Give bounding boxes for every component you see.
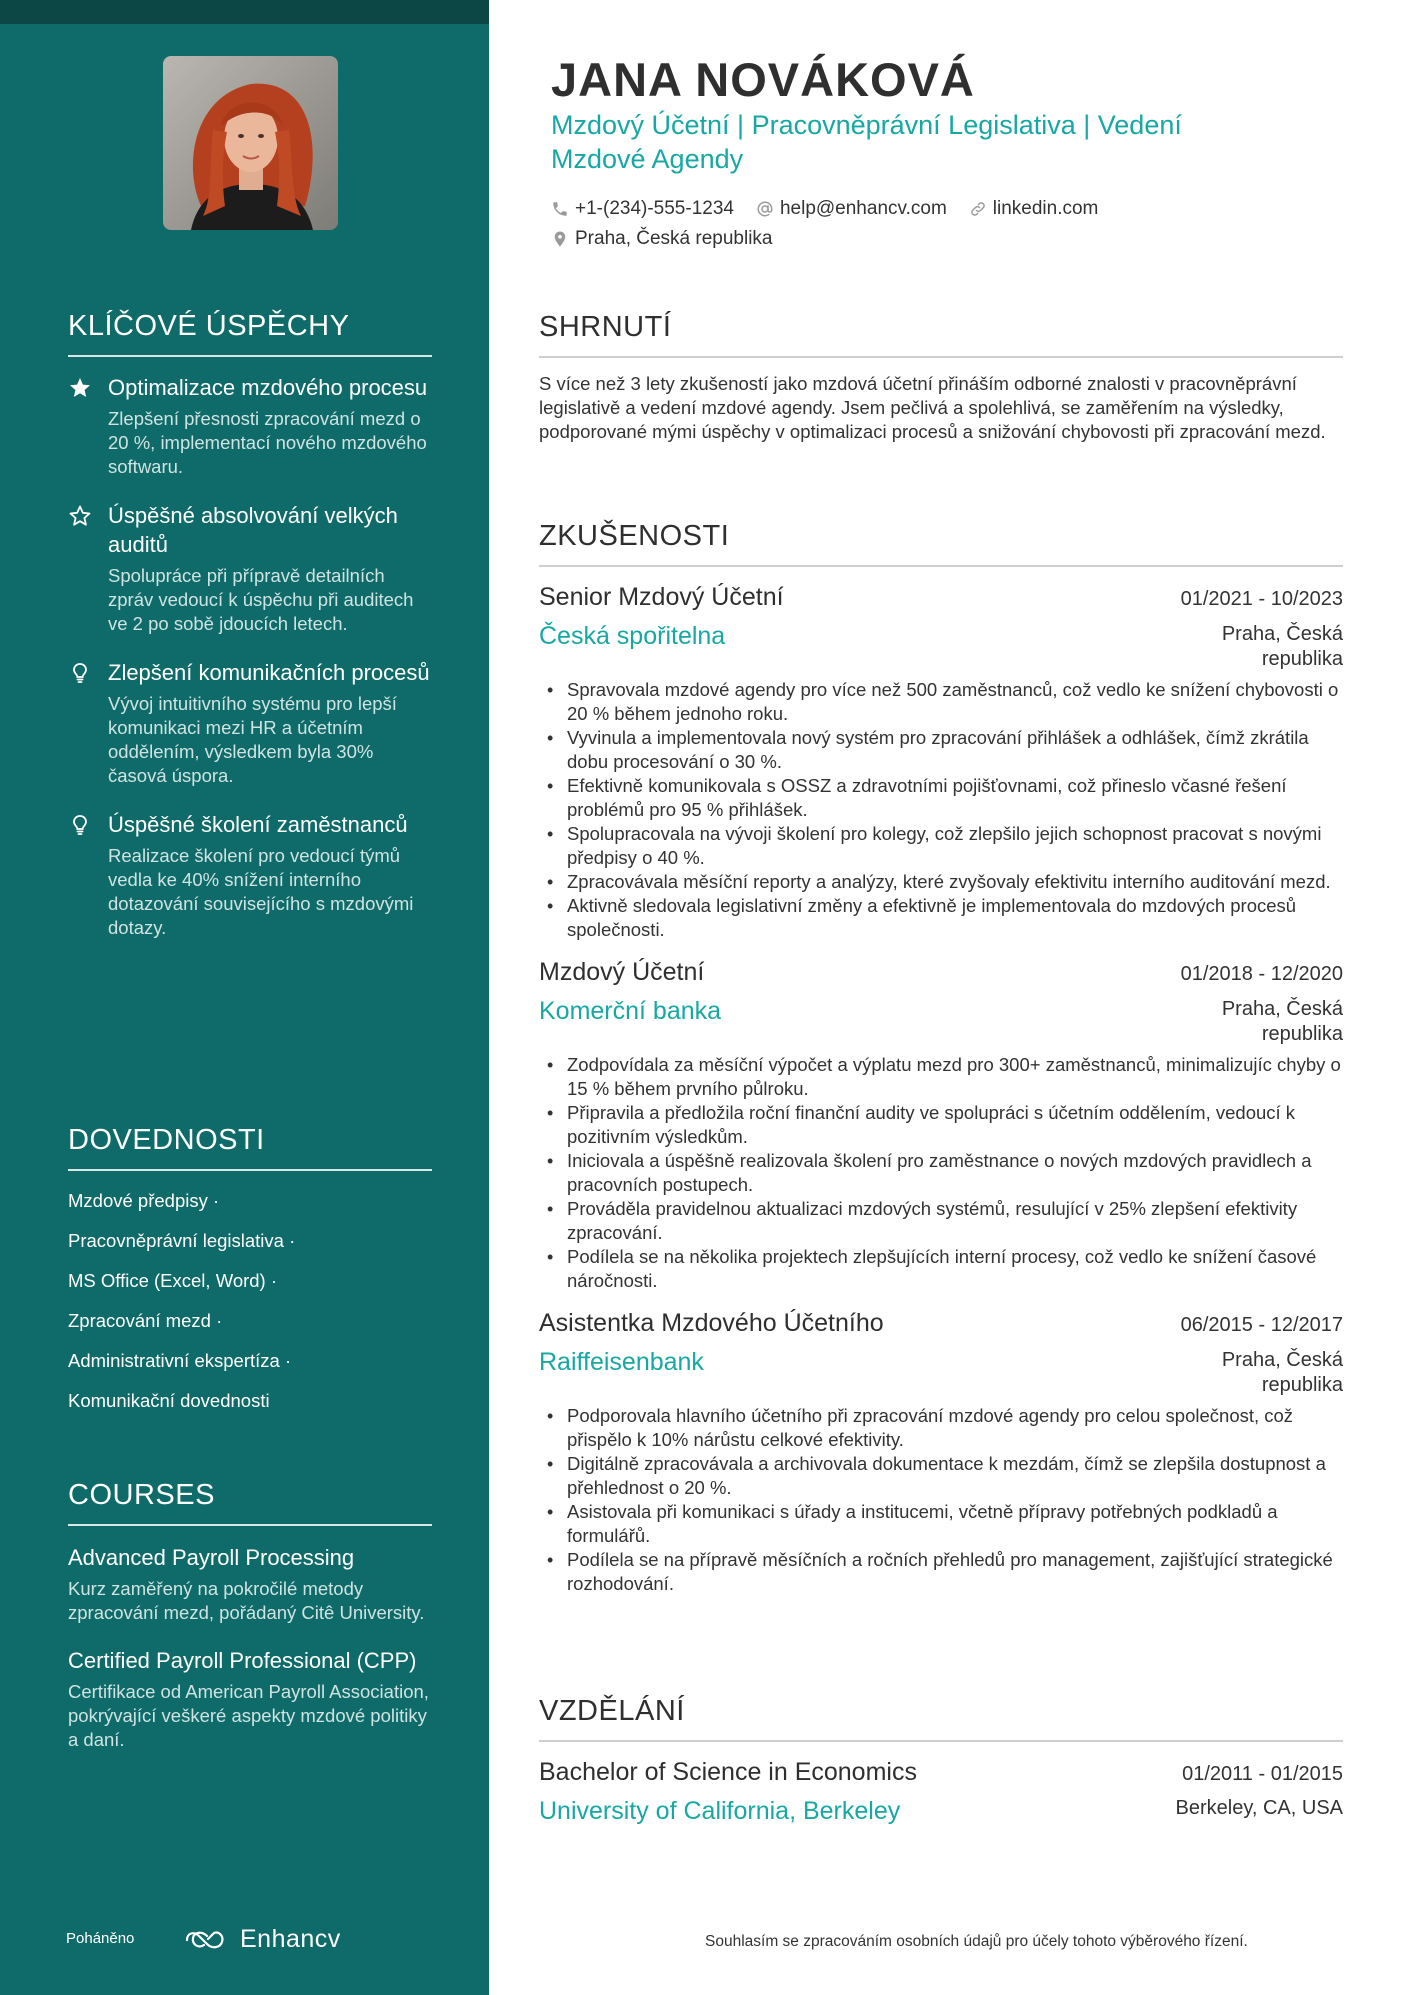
skill-item: Mzdové předpisy ·: [68, 1190, 220, 1211]
skill-item: Pracovněprávní legislativa ·: [68, 1230, 296, 1251]
lightbulb-icon: [68, 810, 108, 940]
powered-by-label: Poháněno: [66, 1930, 135, 1947]
linkedin-url: linkedin.com: [992, 198, 1099, 219]
at-sign-icon: [756, 200, 774, 218]
enhancv-logo[interactable]: [184, 1925, 341, 1954]
job-bullet: • Připravila a předložila roční finanční audity ve spolupráci s účetním oddělením, vedoucí k pozitivním výsledkům.: [539, 1101, 1343, 1149]
job-entry: [539, 583, 1343, 942]
job-entry: [539, 1309, 1343, 1596]
achievement-item: [68, 501, 432, 636]
achievement-title: Zlepšení komunikačních procesů: [108, 660, 430, 685]
achievement-item: [68, 658, 432, 788]
skill-item: MS Office (Excel, Word) ·: [68, 1270, 278, 1291]
job-title: Mzdový Účetní: [539, 958, 705, 986]
skills-list: [68, 1189, 432, 1413]
achievement-title: Optimalizace mzdového procesu: [108, 375, 428, 400]
education-degree: Bachelor of Science in Economics: [539, 1758, 917, 1786]
job-company: Komerční banka: [539, 997, 722, 1025]
job-date: 01/2021 - 10/2023: [1180, 588, 1343, 610]
job-bullet: • Zodpovídala za měsíční výpočet a výplatu mezd pro 300+ zaměstnanců, minimalizujíc chyby o 15 % během prvního půlroku.: [539, 1053, 1343, 1101]
lightbulb-icon: [68, 658, 108, 788]
education-school: University of California, Berkeley: [539, 1797, 901, 1825]
location-text: Praha, Česká republika: [575, 228, 773, 249]
location-contact: [551, 228, 773, 250]
achievement-title: Úspěšné školení zaměstnanců: [108, 812, 408, 837]
job-bullet: • Spravovala mzdové agendy pro více než 500 zaměstnanců, což vedlo ke snížení chybovosti o 20 % během jednoho roku.: [539, 678, 1343, 726]
job-bullet: • Iniciovala a úspěšně realizovala školení pro zaměstnance o nových mzdových pravidlech a pracovních postupech.: [539, 1149, 1343, 1197]
job-bullet: • Vyvinula a implementovala nový systém pro zpracování přihlášek a odhlášek, čímž zkrátila dobu procesování o 30 %.: [539, 726, 1343, 774]
achievement-description: Zlepšení přesnosti zpracování mezd o 20 %, implementací nového mzdového softwaru.: [108, 408, 427, 477]
sidebar: [0, 0, 489, 1995]
job-bullet: • Prováděla pravidelnou aktualizaci mzdových systémů, resulující v 25% zlepšení efektivity zpracování.: [539, 1197, 1343, 1245]
job-location: Praha, Česká republika: [1221, 1349, 1343, 1396]
enhancv-brand-name: Enhancv: [240, 1925, 341, 1953]
job-bullets: [539, 678, 1343, 942]
skills-title: DOVEDNOSTI: [68, 1124, 432, 1171]
email-address: help@enhancv.com: [779, 198, 947, 219]
job-bullets: [539, 1404, 1343, 1596]
star-outline-icon: [68, 501, 108, 636]
job-bullet: • Podílela se na několika projektech zlepšujících interní procesy, což vedlo ke snížení časové náročnosti.: [539, 1245, 1343, 1293]
skills-section: [68, 1124, 432, 1413]
achievement-item: [68, 373, 432, 479]
achievements-title: KLÍČOVÉ ÚSPĚCHY: [68, 310, 432, 357]
job-date: 01/2018 - 12/2020: [1180, 963, 1343, 985]
profile-photo: [163, 56, 338, 230]
courses-section: [68, 1479, 432, 1752]
course-title: Advanced Payroll Processing: [68, 1545, 355, 1570]
candidate-headline: Mzdový Účetní | Pracovněprávní Legislativa | Vedení Mzdové Agendy: [551, 110, 1182, 174]
course-description: Certifikace od American Payroll Association, pokrývající veškeré aspekty mzdové politiky a daní.: [68, 1681, 429, 1750]
job-location: Praha, Česká republika: [1221, 998, 1343, 1045]
consent-footer: Souhlasím se zpracováním osobních údajů pro účely tohoto výběrového řízení.: [705, 1933, 1248, 1950]
job-bullets: [539, 1053, 1343, 1293]
link-icon: [969, 200, 987, 218]
phone-number: +1-(234)-555-1234: [575, 198, 734, 219]
experience-section: [539, 520, 1343, 1596]
job-bullet: • Digitálně zpracovávala a archivovala dokumentace k mezdám, čímž se zlepšila dostupnost a přehlednost o 20 %.: [539, 1452, 1343, 1500]
star-filled-icon: [68, 373, 108, 479]
achievement-item: [68, 810, 432, 940]
candidate-name: JANA NOVÁKOVÁ: [551, 53, 975, 106]
contact-info: [551, 194, 1311, 254]
achievements-list: [68, 373, 432, 940]
job-bullet: • Spolupracovala na vývoji školení pro kolegy, což zlepšilo jejich schopnost pracovat s novými předpisy o 40 %.: [539, 822, 1343, 870]
achievement-description: Vývoj intuitivního systému pro lepší komunikaci mezi HR a účetním oddělením, výsledkem byla 30% časová úspora.: [108, 693, 397, 786]
achievements-section: [68, 310, 432, 940]
sidebar-top-bar: [0, 0, 489, 24]
phone-contact[interactable]: [551, 198, 734, 220]
job-bullet: • Podílela se na přípravě měsíčních a ročních přehledů pro management, zajišťující strategické rozhodování.: [539, 1548, 1343, 1596]
job-entry: [539, 958, 1343, 1293]
education-location: Berkeley, CA, USA: [1175, 1797, 1343, 1819]
skill-item: Administrativní ekspertíza ·: [68, 1350, 292, 1371]
skill-item: Zpracování mezd ·: [68, 1310, 223, 1331]
job-company: Raiffeisenbank: [539, 1348, 704, 1376]
education-date: 01/2011 - 01/2015: [1182, 1763, 1343, 1785]
linkedin-contact[interactable]: [969, 198, 1099, 220]
course-title: Certified Payroll Professional (CPP): [68, 1648, 417, 1673]
job-bullet: • Aktivně sledovala legislativní změny a efektivně je implementovala do mzdových procesů společnosti.: [539, 894, 1343, 942]
course-description: Kurz zaměřený na pokročilé metody zpracování mezd, pořádaný Citê University.: [68, 1578, 425, 1623]
summary-title: SHRNUTÍ: [539, 311, 1343, 358]
job-location: Praha, Česká republika: [1221, 623, 1343, 670]
job-title: Asistentka Mzdového Účetního: [539, 1309, 884, 1337]
education-section: [539, 1695, 1343, 1826]
experience-title: ZKUŠENOSTI: [539, 520, 1343, 567]
enhancv-logo-icon: [184, 1927, 230, 1953]
job-bullet: • Podporovala hlavního účetního při zpracování mzdové agendy pro celou společnost, což přispělo k 10% nárůstu celkové efektivity.: [539, 1404, 1343, 1452]
skill-item: Komunikační dovednosti: [68, 1390, 270, 1411]
summary-section: [539, 311, 1343, 444]
achievement-description: Spolupráce při přípravě detailních zpráv vedoucí k úspěchu při auditech ve 2 po sobě jdoucích letech.: [108, 565, 414, 634]
email-contact[interactable]: [756, 198, 947, 220]
job-bullet: • Asistovala při komunikaci s úřady a institucemi, včetně přípravy potřebných podkladů a formulářů.: [539, 1500, 1343, 1548]
courses-title: COURSES: [68, 1479, 432, 1526]
phone-icon: [551, 200, 569, 218]
job-company: Česká spořitelna: [539, 622, 726, 650]
summary-text: S více než 3 lety zkušeností jako mzdová účetní přináším odborné znalosti v pracovněprávní legislativě a vedení mzdové agendy. Jsem pečlivá a spolehlivá, se zaměřením na výsledky, podporované mými úspěchy v optimalizaci procesů a snižování chybovosti při zpracování mezd.: [539, 373, 1326, 442]
achievement-title: Úspěšné absolvování velkých auditů: [108, 503, 398, 557]
location-pin-icon: [551, 230, 569, 248]
job-bullet: • Zpracovávala měsíční reporty a analýzy, které zvyšovaly efektivitu interního auditování mezd.: [539, 870, 1343, 894]
achievement-description: Realizace školení pro vedoucí týmů vedla ke 40% snížení interního dotazování souvisejícího s mzdovými dotazy.: [108, 845, 414, 938]
job-title: Senior Mzdový Účetní: [539, 583, 784, 611]
job-bullet: • Efektivně komunikovala s OSSZ a zdravotními pojišťovnami, což přineslo včasné řešení problémů pro 95 % přihlášek.: [539, 774, 1343, 822]
education-title: VZDĚLÁNÍ: [539, 1695, 1343, 1742]
job-date: 06/2015 - 12/2017: [1180, 1314, 1343, 1336]
